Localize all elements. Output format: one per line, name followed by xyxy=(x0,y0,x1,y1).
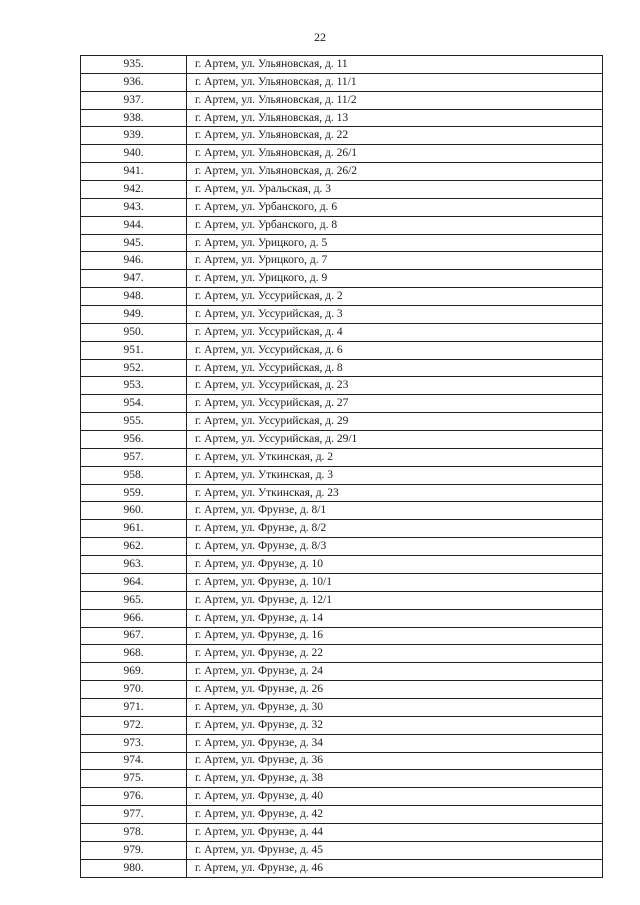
row-number: 951. xyxy=(81,341,187,359)
table-row xyxy=(81,181,603,199)
row-number: 971. xyxy=(81,698,187,716)
row-number: 942. xyxy=(81,181,187,199)
table-row xyxy=(81,109,603,127)
row-address: г. Артем, ул. Фрунзе, д. 36 xyxy=(187,752,603,770)
row-address: г. Артем, ул. Уральская, д. 3 xyxy=(187,181,603,199)
table-row xyxy=(81,413,603,431)
row-number: 950. xyxy=(81,323,187,341)
table-row xyxy=(81,716,603,734)
table-row xyxy=(81,609,603,627)
row-address: г. Артем, ул. Урбанского, д. 8 xyxy=(187,216,603,234)
row-number: 968. xyxy=(81,645,187,663)
table-row xyxy=(81,520,603,538)
row-number: 941. xyxy=(81,163,187,181)
row-address: г. Артем, ул. Фрунзе, д. 42 xyxy=(187,806,603,824)
row-number: 974. xyxy=(81,752,187,770)
row-address: г. Артем, ул. Фрунзе, д. 26 xyxy=(187,681,603,699)
row-number: 959. xyxy=(81,484,187,502)
row-address: г. Артем, ул. Уссурийская, д. 8 xyxy=(187,359,603,377)
table-row xyxy=(81,252,603,270)
row-address: г. Артем, ул. Ульяновская, д. 26/2 xyxy=(187,163,603,181)
row-address: г. Артем, ул. Урицкого, д. 5 xyxy=(187,234,603,252)
row-number: 939. xyxy=(81,127,187,145)
row-address: г. Артем, ул. Ульяновская, д. 26/1 xyxy=(187,145,603,163)
table-row xyxy=(81,806,603,824)
row-number: 949. xyxy=(81,306,187,324)
table-row xyxy=(81,323,603,341)
row-address: г. Артем, ул. Фрунзе, д. 46 xyxy=(187,859,603,877)
row-address: г. Артем, ул. Фрунзе, д. 34 xyxy=(187,734,603,752)
row-number: 945. xyxy=(81,234,187,252)
table-row xyxy=(81,306,603,324)
table-row xyxy=(81,627,603,645)
table-row xyxy=(81,681,603,699)
table-row xyxy=(81,752,603,770)
row-address: г. Артем, ул. Уссурийская, д. 2 xyxy=(187,288,603,306)
table-row xyxy=(81,788,603,806)
table-row xyxy=(81,377,603,395)
row-number: 946. xyxy=(81,252,187,270)
row-number: 977. xyxy=(81,806,187,824)
row-address: г. Артем, ул. Фрунзе, д. 14 xyxy=(187,609,603,627)
table-row xyxy=(81,645,603,663)
row-number: 947. xyxy=(81,270,187,288)
row-number: 948. xyxy=(81,288,187,306)
row-address: г. Артем, ул. Уткинская, д. 23 xyxy=(187,484,603,502)
row-address: г. Артем, ул. Фрунзе, д. 40 xyxy=(187,788,603,806)
row-address: г. Артем, ул. Уссурийская, д. 23 xyxy=(187,377,603,395)
row-number: 973. xyxy=(81,734,187,752)
row-address: г. Артем, ул. Уссурийская, д. 29/1 xyxy=(187,431,603,449)
row-address: г. Артем, ул. Фрунзе, д. 32 xyxy=(187,716,603,734)
row-address: г. Артем, ул. Ульяновская, д. 22 xyxy=(187,127,603,145)
row-number: 936. xyxy=(81,73,187,91)
row-address: г. Артем, ул. Урицкого, д. 7 xyxy=(187,252,603,270)
row-number: 956. xyxy=(81,431,187,449)
row-number: 979. xyxy=(81,841,187,859)
address-table xyxy=(80,55,603,878)
row-number: 969. xyxy=(81,663,187,681)
table-row xyxy=(81,395,603,413)
row-address: г. Артем, ул. Урицкого, д. 9 xyxy=(187,270,603,288)
row-number: 966. xyxy=(81,609,187,627)
row-address: г. Артем, ул. Фрунзе, д. 10 xyxy=(187,556,603,574)
row-address: г. Артем, ул. Фрунзе, д. 22 xyxy=(187,645,603,663)
row-address: г. Артем, ул. Уссурийская, д. 4 xyxy=(187,323,603,341)
address-table-body xyxy=(81,56,603,878)
page-number: 22 xyxy=(314,30,326,44)
row-address: г. Артем, ул. Фрунзе, д. 12/1 xyxy=(187,591,603,609)
row-number: 937. xyxy=(81,91,187,109)
row-number: 976. xyxy=(81,788,187,806)
row-number: 967. xyxy=(81,627,187,645)
table-row xyxy=(81,770,603,788)
row-number: 935. xyxy=(81,56,187,74)
row-number: 961. xyxy=(81,520,187,538)
row-number: 943. xyxy=(81,198,187,216)
table-row xyxy=(81,163,603,181)
row-address: г. Артем, ул. Фрунзе, д. 8/1 xyxy=(187,502,603,520)
table-row xyxy=(81,145,603,163)
row-address: г. Артем, ул. Фрунзе, д. 38 xyxy=(187,770,603,788)
table-row xyxy=(81,734,603,752)
row-number: 962. xyxy=(81,538,187,556)
table-row xyxy=(81,859,603,877)
row-number: 970. xyxy=(81,681,187,699)
table-row xyxy=(81,73,603,91)
row-address: г. Артем, ул. Фрунзе, д. 30 xyxy=(187,698,603,716)
table-row xyxy=(81,591,603,609)
row-number: 960. xyxy=(81,502,187,520)
table-row xyxy=(81,288,603,306)
row-number: 975. xyxy=(81,770,187,788)
table-row xyxy=(81,234,603,252)
row-address: г. Артем, ул. Уткинская, д. 3 xyxy=(187,466,603,484)
row-number: 953. xyxy=(81,377,187,395)
table-row xyxy=(81,484,603,502)
row-number: 940. xyxy=(81,145,187,163)
row-address: г. Артем, ул. Фрунзе, д. 10/1 xyxy=(187,573,603,591)
table-row xyxy=(81,538,603,556)
row-number: 964. xyxy=(81,573,187,591)
row-address: г. Артем, ул. Ульяновская, д. 13 xyxy=(187,109,603,127)
row-number: 955. xyxy=(81,413,187,431)
table-row xyxy=(81,466,603,484)
table-row xyxy=(81,823,603,841)
row-number: 978. xyxy=(81,823,187,841)
row-address: г. Артем, ул. Уссурийская, д. 27 xyxy=(187,395,603,413)
table-row xyxy=(81,216,603,234)
row-address: г. Артем, ул. Фрунзе, д. 45 xyxy=(187,841,603,859)
row-address: г. Артем, ул. Уссурийская, д. 3 xyxy=(187,306,603,324)
row-address: г. Артем, ул. Фрунзе, д. 8/2 xyxy=(187,520,603,538)
table-row xyxy=(81,56,603,74)
row-address: г. Артем, ул. Ульяновская, д. 11/1 xyxy=(187,73,603,91)
row-address: г. Артем, ул. Ульяновская, д. 11/2 xyxy=(187,91,603,109)
table-row xyxy=(81,698,603,716)
row-address: г. Артем, ул. Урбанского, д. 6 xyxy=(187,198,603,216)
row-number: 957. xyxy=(81,448,187,466)
row-number: 954. xyxy=(81,395,187,413)
table-row xyxy=(81,270,603,288)
row-address: г. Артем, ул. Фрунзе, д. 8/3 xyxy=(187,538,603,556)
row-number: 965. xyxy=(81,591,187,609)
table-row xyxy=(81,841,603,859)
row-number: 944. xyxy=(81,216,187,234)
row-number: 972. xyxy=(81,716,187,734)
table-row xyxy=(81,127,603,145)
table-row xyxy=(81,556,603,574)
row-address: г. Артем, ул. Фрунзе, д. 44 xyxy=(187,823,603,841)
row-address: г. Артем, ул. Фрунзе, д. 16 xyxy=(187,627,603,645)
table-row xyxy=(81,359,603,377)
table-row xyxy=(81,341,603,359)
row-number: 952. xyxy=(81,359,187,377)
table-row xyxy=(81,198,603,216)
table-row xyxy=(81,663,603,681)
row-number: 958. xyxy=(81,466,187,484)
row-number: 963. xyxy=(81,556,187,574)
row-address: г. Артем, ул. Фрунзе, д. 24 xyxy=(187,663,603,681)
row-address: г. Артем, ул. Уткинская, д. 2 xyxy=(187,448,603,466)
table-row xyxy=(81,91,603,109)
row-address: г. Артем, ул. Уссурийская, д. 29 xyxy=(187,413,603,431)
row-number: 938. xyxy=(81,109,187,127)
table-row xyxy=(81,502,603,520)
table-row xyxy=(81,431,603,449)
row-number: 980. xyxy=(81,859,187,877)
row-address: г. Артем, ул. Ульяновская, д. 11 xyxy=(187,56,603,74)
row-address: г. Артем, ул. Уссурийская, д. 6 xyxy=(187,341,603,359)
table-row xyxy=(81,448,603,466)
table-row xyxy=(81,573,603,591)
